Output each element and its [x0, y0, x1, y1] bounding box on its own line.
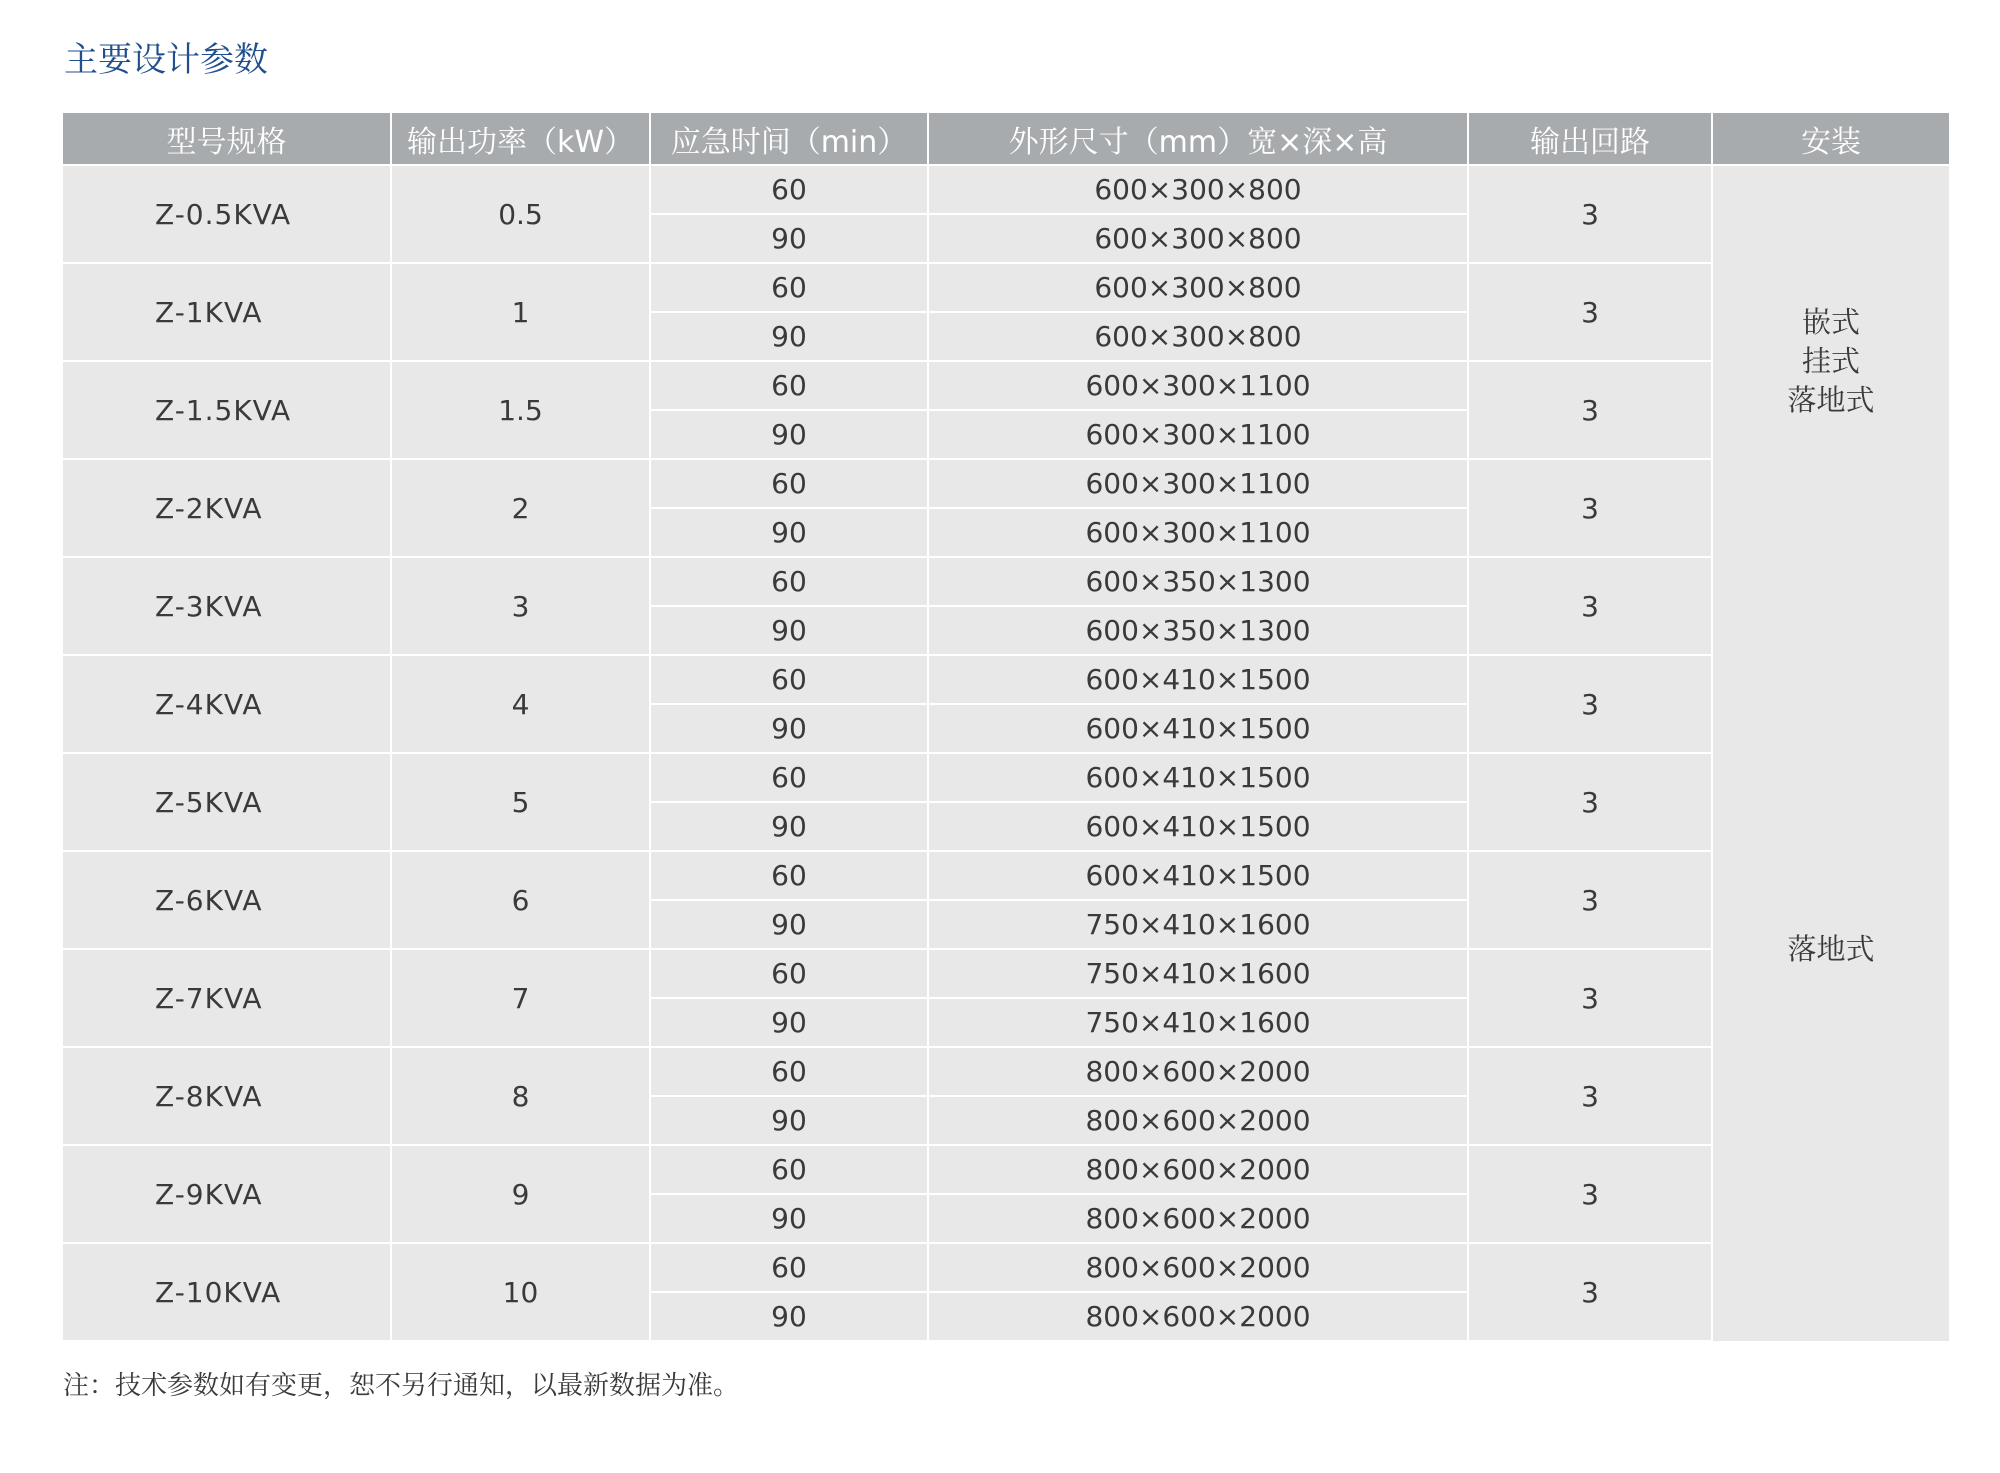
table-header-row	[63, 113, 1949, 165]
table-row	[63, 263, 1949, 312]
dimensions-cell: 600×300×800	[928, 263, 1468, 312]
circuits-cell: 3	[1468, 459, 1712, 557]
model-cell: Z-4KVA	[63, 655, 391, 753]
dimensions-cell: 600×410×1500	[928, 753, 1468, 802]
dimensions-cell: 800×600×2000	[928, 1292, 1468, 1341]
model-cell: Z-8KVA	[63, 1047, 391, 1145]
table-row	[63, 459, 1949, 508]
time-cell: 90	[650, 1194, 928, 1243]
model-cell: Z-6KVA	[63, 851, 391, 949]
table-row	[63, 655, 1949, 704]
time-cell: 60	[650, 361, 928, 410]
header-install: 安装	[1712, 113, 1949, 165]
model-cell: Z-2KVA	[63, 459, 391, 557]
install-method-label: 挂式	[1801, 344, 1860, 378]
time-cell: 90	[650, 312, 928, 361]
time-cell: 60	[650, 655, 928, 704]
time-cell: 60	[650, 165, 928, 214]
power-cell: 7	[391, 949, 650, 1047]
circuits-cell: 3	[1468, 949, 1712, 1047]
header-time: 应急时间（min）	[650, 113, 928, 165]
table-row	[63, 1145, 1949, 1194]
model-cell: Z-1.5KVA	[63, 361, 391, 459]
power-cell: 5	[391, 753, 650, 851]
time-cell: 90	[650, 214, 928, 263]
power-cell: 6	[391, 851, 650, 949]
header-circuits: 输出回路	[1468, 113, 1712, 165]
dimensions-cell: 600×300×1100	[928, 508, 1468, 557]
table-row	[63, 557, 1949, 606]
dimensions-cell: 600×410×1500	[928, 802, 1468, 851]
time-cell: 90	[650, 508, 928, 557]
footnote: 注：技术参数如有变更，恕不另行通知，以最新数据为准。	[63, 1371, 740, 1401]
time-cell: 60	[650, 851, 928, 900]
model-cell: Z-0.5KVA	[63, 165, 391, 263]
power-cell: 4	[391, 655, 650, 753]
model-cell: Z-3KVA	[63, 557, 391, 655]
time-cell: 90	[650, 1096, 928, 1145]
model-cell: Z-1KVA	[63, 263, 391, 361]
install-method-label: 嵌式	[1801, 305, 1860, 339]
dimensions-cell: 600×300×800	[928, 214, 1468, 263]
time-cell: 60	[650, 459, 928, 508]
install-method-label: 落地式	[1787, 383, 1875, 417]
dimensions-cell: 600×410×1500	[928, 655, 1468, 704]
dimensions-cell: 600×410×1500	[928, 851, 1468, 900]
time-cell: 60	[650, 1145, 928, 1194]
dimensions-cell: 600×300×1100	[928, 361, 1468, 410]
spec-table	[63, 113, 1949, 1342]
time-cell: 60	[650, 557, 928, 606]
power-cell: 9	[391, 1145, 650, 1243]
install-cell	[1712, 165, 1949, 557]
dimensions-cell: 750×410×1600	[928, 998, 1468, 1047]
time-cell: 60	[650, 1243, 928, 1292]
circuits-cell: 3	[1468, 1145, 1712, 1243]
dimensions-cell: 600×350×1300	[928, 557, 1468, 606]
dimensions-cell: 800×600×2000	[928, 1047, 1468, 1096]
install-method-label: 落地式	[1787, 931, 1875, 966]
table-row	[63, 165, 1949, 214]
circuits-cell: 3	[1468, 557, 1712, 655]
model-cell: Z-7KVA	[63, 949, 391, 1047]
circuits-cell: 3	[1468, 851, 1712, 949]
dimensions-cell: 600×300×800	[928, 312, 1468, 361]
time-cell: 90	[650, 1292, 928, 1341]
circuits-cell: 3	[1468, 1047, 1712, 1145]
power-cell: 1	[391, 263, 650, 361]
circuits-cell: 3	[1468, 753, 1712, 851]
table-row	[63, 949, 1949, 998]
dimensions-cell: 600×300×800	[928, 165, 1468, 214]
power-cell: 2	[391, 459, 650, 557]
circuits-cell: 3	[1468, 1243, 1712, 1341]
table-row	[63, 851, 1949, 900]
table-row	[63, 361, 1949, 410]
circuits-cell: 3	[1468, 165, 1712, 263]
time-cell: 90	[650, 802, 928, 851]
power-cell: 0.5	[391, 165, 650, 263]
dimensions-cell: 750×410×1600	[928, 900, 1468, 949]
time-cell: 60	[650, 1047, 928, 1096]
model-cell: Z-5KVA	[63, 753, 391, 851]
model-cell: Z-10KVA	[63, 1243, 391, 1341]
circuits-cell: 3	[1468, 263, 1712, 361]
dimensions-cell: 600×300×1100	[928, 459, 1468, 508]
time-cell: 90	[650, 410, 928, 459]
dimensions-cell: 600×300×1100	[928, 410, 1468, 459]
dimensions-cell: 800×600×2000	[928, 1243, 1468, 1292]
table-row	[63, 1047, 1949, 1096]
time-cell: 90	[650, 606, 928, 655]
dimensions-cell: 600×410×1500	[928, 704, 1468, 753]
table-row	[63, 753, 1949, 802]
dimensions-cell: 750×410×1600	[928, 949, 1468, 998]
dimensions-cell: 800×600×2000	[928, 1194, 1468, 1243]
table-row	[63, 1243, 1949, 1292]
power-cell: 1.5	[391, 361, 650, 459]
time-cell: 60	[650, 753, 928, 802]
power-cell: 10	[391, 1243, 650, 1341]
time-cell: 90	[650, 900, 928, 949]
power-cell: 8	[391, 1047, 650, 1145]
header-power: 输出功率（kW）	[391, 113, 650, 165]
page-title: 主要设计参数	[64, 40, 268, 80]
time-cell: 90	[650, 998, 928, 1047]
time-cell: 90	[650, 704, 928, 753]
time-cell: 60	[650, 949, 928, 998]
dimensions-cell: 800×600×2000	[928, 1096, 1468, 1145]
time-cell: 60	[650, 263, 928, 312]
install-cell	[1712, 557, 1949, 1341]
dimensions-cell: 800×600×2000	[928, 1145, 1468, 1194]
dimensions-cell: 600×350×1300	[928, 606, 1468, 655]
power-cell: 3	[391, 557, 650, 655]
circuits-cell: 3	[1468, 361, 1712, 459]
header-model: 型号规格	[63, 113, 391, 165]
header-dimensions: 外形尺寸（mm）宽×深×高	[928, 113, 1468, 165]
model-cell: Z-9KVA	[63, 1145, 391, 1243]
circuits-cell: 3	[1468, 655, 1712, 753]
